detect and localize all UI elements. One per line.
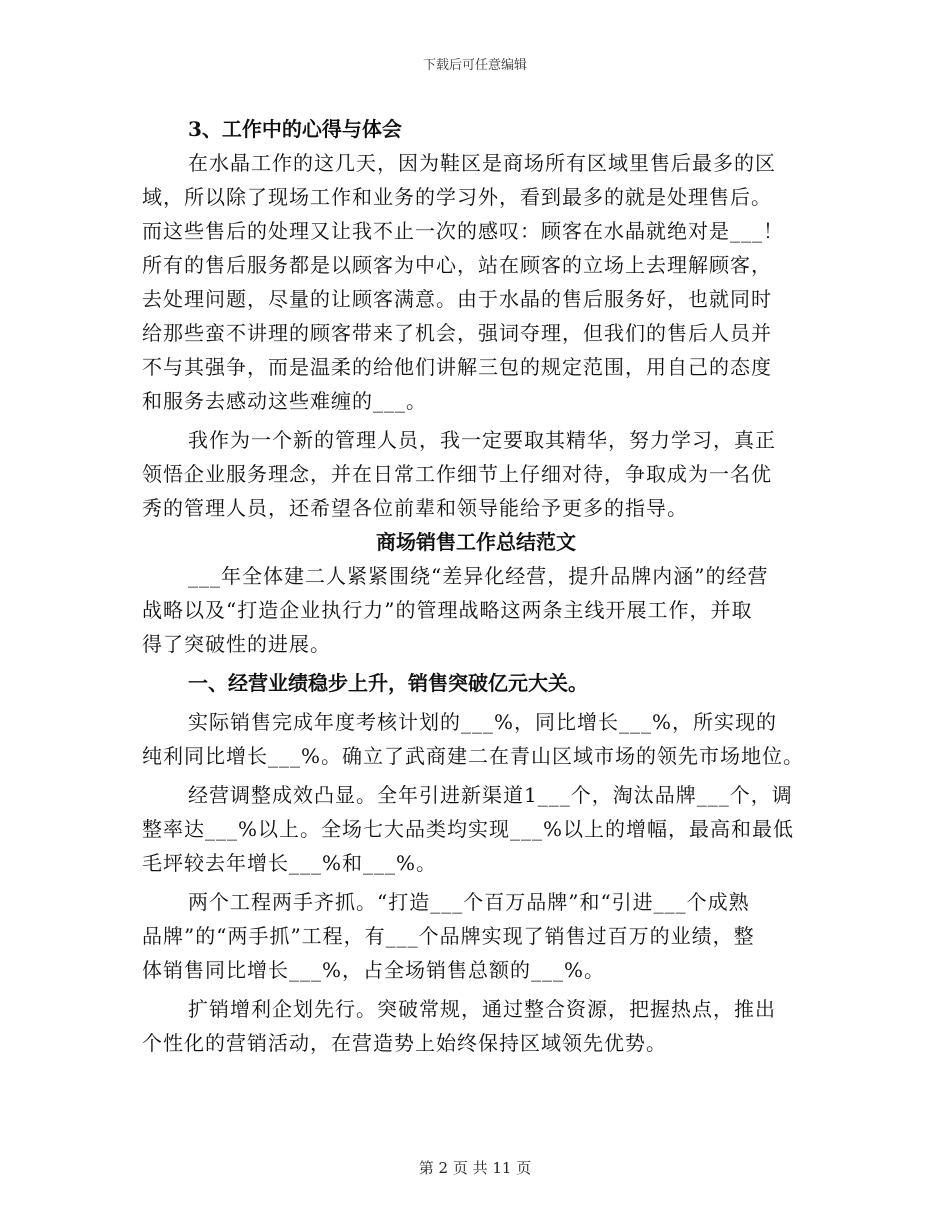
text-line: 而这些售后的处理又让我不止一次的感叹：顾客在水晶就绝对是___！ xyxy=(142,219,784,243)
text-line: 去处理问题，尽量的让顾客满意。由于水晶的售后服务好，也就同时 xyxy=(142,287,772,311)
text-line: 扩销增利企划先行。突破常规，通过整合资源，把握热点，推出 xyxy=(188,997,776,1021)
text-line: 域，所以除了现场工作和业务的学习外，看到最多的就是处理售后。 xyxy=(142,185,772,209)
document-title: 商场销售工作总结范文 xyxy=(376,530,576,554)
subsection-heading: 一、经营业绩稳步上升，销售突破亿元大关。 xyxy=(188,671,588,695)
text-line: 我作为一个新的管理人员，我一定要取其精华，努力学习，真正 xyxy=(188,428,776,452)
text-line: 和服务去感动这些难缠的___。 xyxy=(142,389,427,413)
section-heading: 3、工作中的心得与体会 xyxy=(188,117,402,141)
text-line: 得了突破性的进展。 xyxy=(142,632,331,656)
text-line: 两个工程两手齐抓。“打造___个百万品牌”和“引进___个成熟 xyxy=(188,890,750,914)
text-line: 在水晶工作的这几天，因为鞋区是商场所有区域里售后最多的区 xyxy=(188,151,776,175)
text-line: 纯利同比增长___%。确立了武商建二在青山区域市场的领先市场地位。 xyxy=(142,744,805,768)
text-line: 给那些蛮不讲理的顾客带来了机会，强词夺理，但我们的售后人员并 xyxy=(142,321,772,345)
text-line: 实际销售完成年度考核计划的___%，同比增长___%，所实现的 xyxy=(188,710,778,734)
text-line: ___年全体建二人紧紧围绕“差异化经营，提升品牌内涵”的经营 xyxy=(188,564,769,588)
text-line: 秀的管理人员，还希望各位前辈和领导能给予更多的指导。 xyxy=(142,496,688,520)
text-line: 品牌”的“两手抓”工程，有___个品牌实现了销售过百万的业绩，整 xyxy=(142,924,755,948)
text-line: 所有的售后服务都是以顾客为中心，站在顾客的立场上去理解顾客， xyxy=(142,253,772,277)
text-line: 毛坪较去年增长___%和___%。 xyxy=(142,851,438,875)
document-body xyxy=(142,112,810,1060)
text-line: 整率达___%以上。全场七大品类均实现___%以上的增幅，最高和最低 xyxy=(142,817,795,841)
page-header-note: 下载后可任意编辑 xyxy=(422,58,527,73)
text-line: 体销售同比增长___%，占全场销售总额的___%。 xyxy=(142,958,606,982)
text-line: 经营调整成效凸显。全年引进新渠道1___个，淘汰品牌___个，调 xyxy=(188,783,793,807)
text-line: 战略以及“打造企业执行力”的管理战略这两条主线开展工作，并取 xyxy=(142,598,753,622)
page-number: 第 2 页 共 11 页 xyxy=(418,1159,532,1177)
text-line: 个性化的营销活动，在营造势上始终保持区域领先优势。 xyxy=(142,1031,667,1055)
text-line: 不与其强争，而是温柔的给他们讲解三包的规定范围，用自己的态度 xyxy=(142,355,772,379)
text-line: 领悟企业服务理念，并在日常工作细节上仔细对待，争取成为一名优 xyxy=(142,462,772,486)
